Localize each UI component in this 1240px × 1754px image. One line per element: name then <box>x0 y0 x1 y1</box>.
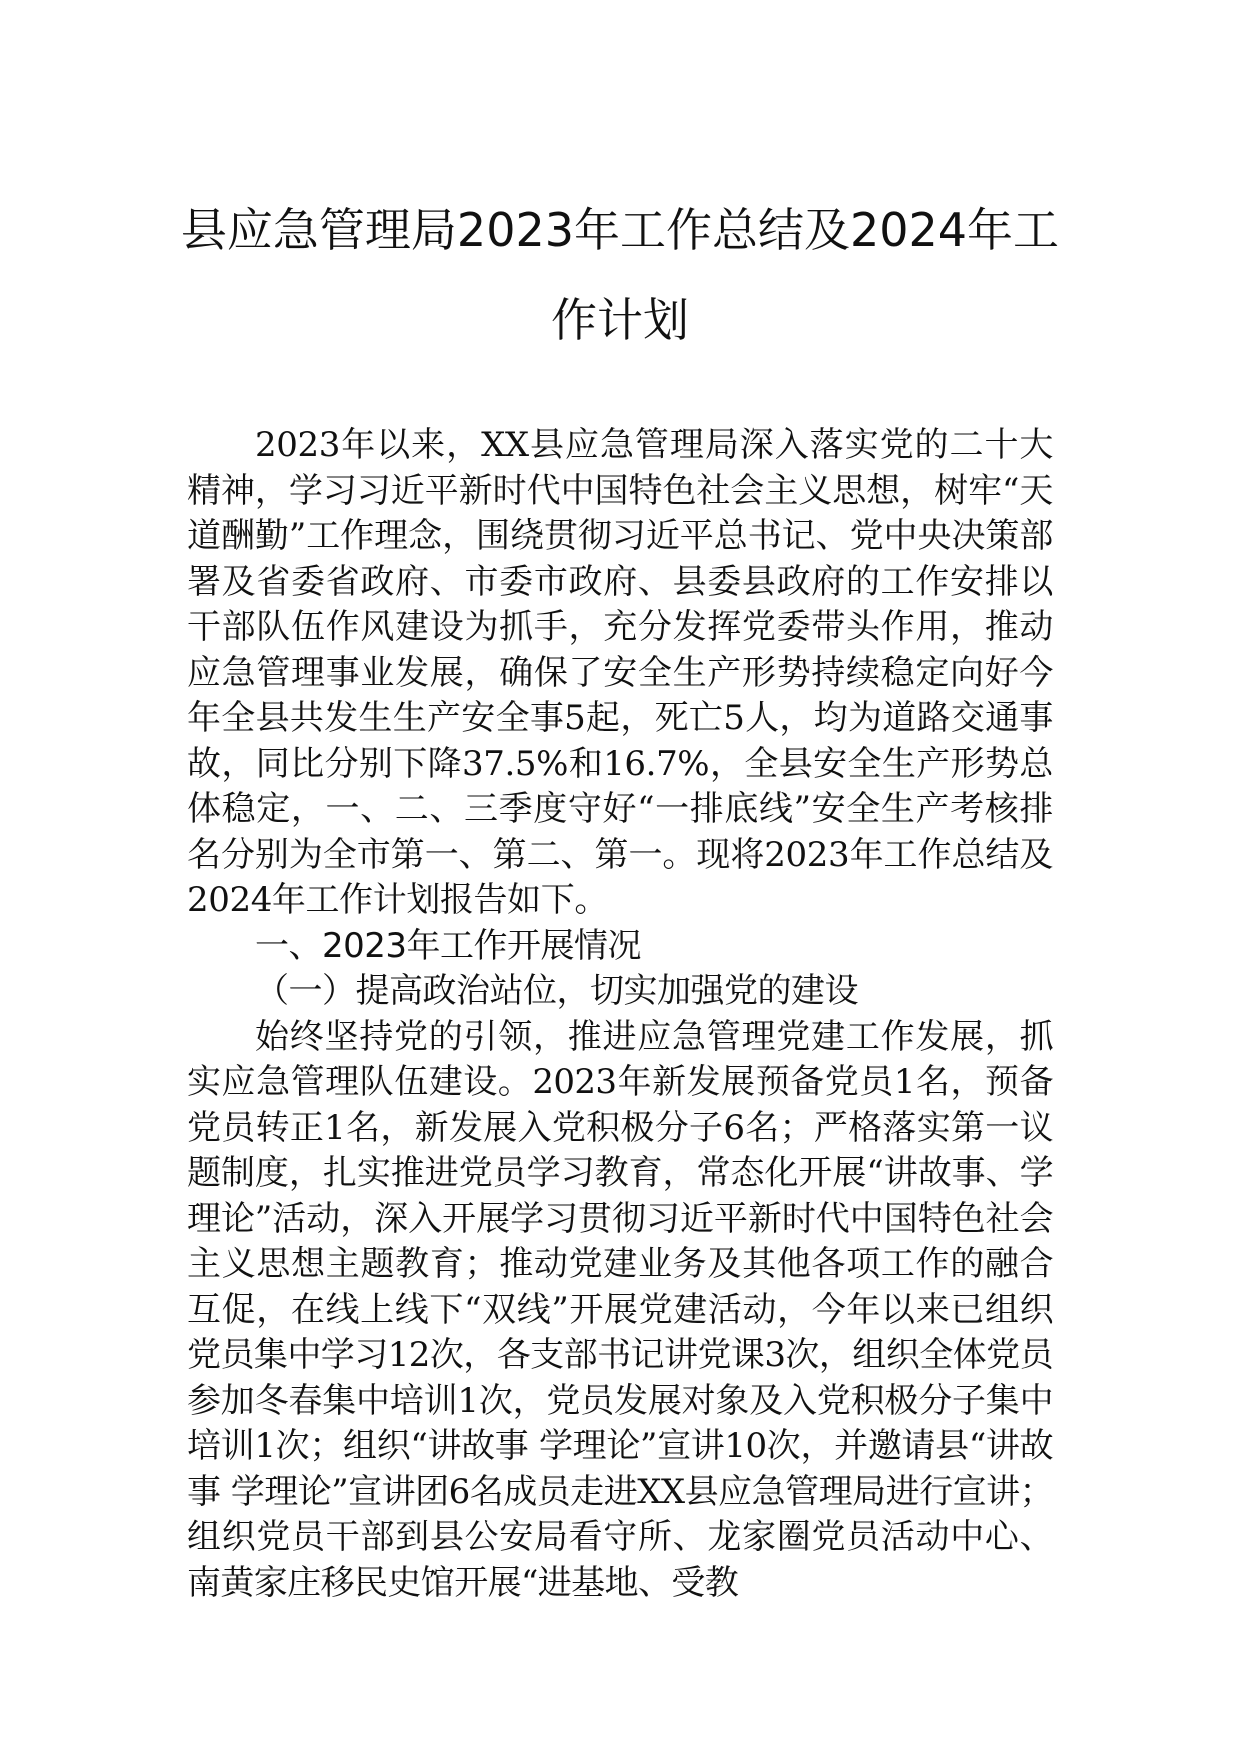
title-line-1: 县应急管理局2023年工作总结及2024年工 <box>180 203 1060 257</box>
document-title <box>160 185 1080 365</box>
subsection-paragraph-1: 始终坚持党的引领，推进应急管理党建工作发展，抓实应急管理队伍建设。2023年新发展预备党员1名，预备党员转正1名，新发展入党积极分子6名；严格落实第一议题制度，扎实推进党员学习教育，常态化开展“讲故事、学理论”活动，深入开展学习贯彻习近平新时代中国特色社会主义思想主题教育；推动党建业务及其他各项工作的融合互促，在线上线下“双线”开展党建活动，今年以来已组织党员集中学习12次，各支部书记讲党课3次，组织全体党员参加冬春集中培训1次，党员发展对象及入党积极分子集中培训1次；组织“讲故事 学理论”宣讲10次，并邀请县“讲故事 学理论”宣讲团6名成员走进XX县应急管理局进行宣讲；组织党员干部到县公安局看守所、龙家圈党员活动中心、南黄家庄移民史馆开展“进基地、受教 <box>187 1016 1053 1603</box>
section-heading-1: 一、2023年工作开展情况 <box>255 925 642 966</box>
subsection-heading-1: （一）提高政治站位，切实加强党的建设 <box>255 971 858 1011</box>
document-body <box>187 423 1053 1606</box>
intro-paragraph: 2023年以来，XX县应急管理局深入落实党的二十大精神，学习习近平新时代中国特色社会主义思想，树牢“天道酬勤”工作理念，围绕贯彻习近平总书记、党中央决策部署及省委省政府、市委市政府、县委县政府的工作安排以干部队伍作风建设为抓手，充分发挥党委带头作用，推动应急管理事业发展，确保了安全生产形势持续稳定向好今年全县共发生生产安全事5起，死亡5人，均为道路交通事故，同比分别下降37.5%和16.7%，全县安全生产形势总体稳定，一、二、三季度守好“一排底线”安全生产考核排名分别为全市第一、第二、第一。现将2023年工作总结及2024年工作计划报告如下。 <box>187 425 1053 920</box>
title-line-2: 作计划 <box>551 293 689 347</box>
